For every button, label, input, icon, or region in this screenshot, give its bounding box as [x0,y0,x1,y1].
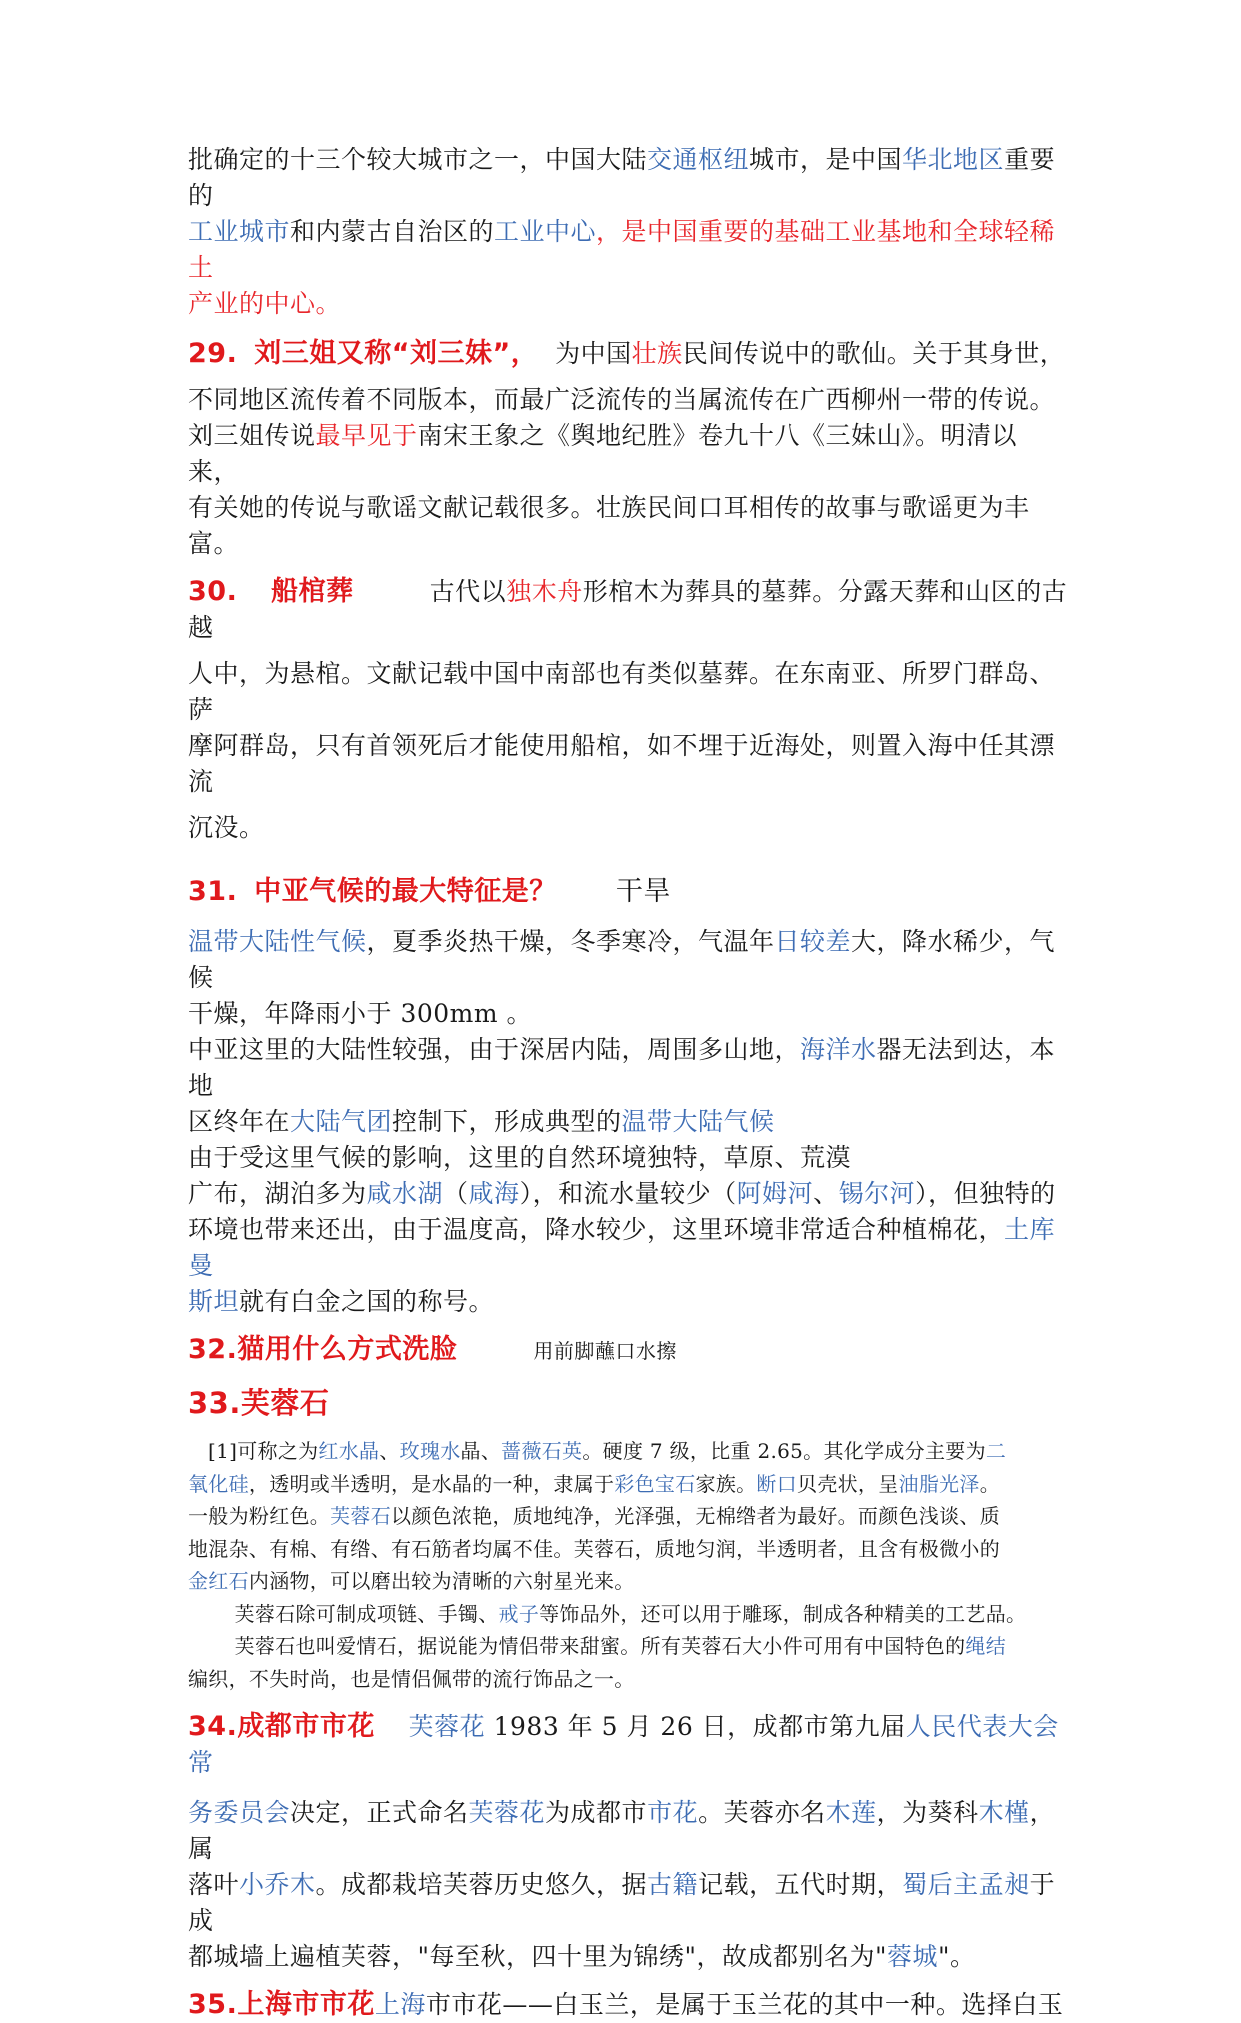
highlight-text: 壮族 [631,339,683,368]
question-title: 刘三姐又称“刘三妹”， [254,338,539,369]
text: 记载，五代时期， [698,1870,903,1899]
question-32 [188,1332,1068,1369]
link-meiguishui[interactable]: 玫瑰水 [399,1439,461,1463]
link-sitan[interactable]: 斯坦 [188,1287,240,1316]
question-31 [188,874,1068,910]
link-mulian[interactable]: 木莲 [825,1798,877,1827]
link-guji[interactable]: 古籍 [647,1870,699,1899]
text: 、 [379,1439,400,1463]
text: 一般为粉红色。 [188,1504,331,1528]
link-shengjie[interactable]: 绳结 [965,1634,1007,1658]
link-amuhe[interactable]: 阿姆河 [736,1179,814,1208]
text: （ [443,1179,469,1208]
text: 1983 年 5 月 26 日，成都市第九届 [485,1712,906,1741]
text: 人中，为悬棺。文献记载中国中南部也有类似墓葬。在东南亚、所罗门群岛、萨 [188,659,1056,724]
text: 刘三姐传说 [188,421,316,450]
answer-31 [188,924,1068,1320]
link-eryanghuagui[interactable]: 氧化硅 [188,1471,249,1496]
text: 就有白金之国的称号。 [239,1287,495,1316]
question-number: 30. [188,576,238,607]
link-rongcheng[interactable]: 蓉城 [887,1942,939,1971]
text: 。硬度 7 级，比重 2.65。其化学成分主要为 [582,1439,986,1463]
link-weiyuanhui[interactable]: 务委员会 [188,1798,291,1827]
text: 有关她的传说与歌谣文献记载很多。壮族民间口耳相传的故事与歌谣更为丰富。 [188,493,1030,558]
link-shihua[interactable]: 市花 [647,1798,699,1827]
text: ，透明或半透明，是水晶的一种，隶属于 [248,1471,615,1496]
text: ，属 [188,1798,1056,1863]
highlight-text: 独木舟 [506,577,583,606]
link-jinhongshi[interactable]: 金红石 [188,1569,249,1593]
text: 、 [813,1179,839,1208]
link-shanghai[interactable]: 上海 [374,1990,426,2019]
question-title: 猫用什么方式洗脸 [237,1334,458,1365]
text: [1]可称之为 [207,1439,319,1463]
answer-30 [188,656,1068,846]
link-xiaoqiaomu[interactable]: 小乔木 [239,1870,316,1899]
link-furongshi[interactable]: 芙蓉石 [330,1504,392,1528]
text: 晶、 [460,1439,502,1463]
link-duankou[interactable]: 断口 [756,1471,798,1496]
link-caisebaoshi[interactable]: 彩色宝石 [614,1471,696,1496]
question-title: 中亚气候的最大特征是？ [254,876,557,907]
text: 于成 [188,1870,1056,1935]
text: 地混杂、有棉、有绺、有石筋者均属不佳。芙蓉石，质地匀润，半透明者，且含有极微小的 [188,1536,1000,1561]
question-30 [188,574,1068,646]
link-wendaidalu[interactable]: 温带大陆性气候 [188,927,367,956]
text: ，为葵科 [876,1798,979,1827]
link-hongshuijing[interactable]: 红水晶 [318,1439,380,1463]
text: 沉没。 [188,813,265,842]
text: 摩阿群岛，只有首领死后才能使用船棺，如不埋于近海处，则置入海中任其漂流 [188,731,1056,796]
question-33 [188,1385,1068,1423]
text: 内涵物，可以磨出较为清晰的六射星光来。 [248,1569,635,1593]
text: 落叶 [188,1870,240,1899]
question-29 [188,336,1068,372]
question-34 [188,1709,1068,1781]
paragraph-28-continuation [188,142,1068,322]
text: 器无法到达，本地 [188,1035,1056,1100]
text: 。 [979,1471,1001,1496]
link-xianhai[interactable]: 咸海 [468,1179,520,1208]
text: "。 [938,1942,976,1971]
text: 芙蓉石除可制成项链、手镯、 [234,1601,499,1626]
question-number: 29. [188,338,238,369]
link-daluqituan[interactable]: 大陆气团 [290,1107,393,1136]
text: 市市花——白玉兰，是属于玉兰花的其中一种。选择白玉 [425,1990,1064,2019]
question-number: 34. [188,1711,238,1742]
link-furonghua[interactable]: 芙蓉花 [468,1798,546,1827]
link-mujin[interactable]: 木槿 [978,1798,1030,1827]
link-rijiaocha[interactable]: 日较差 [774,927,852,956]
text: 家族。 [695,1471,757,1496]
text: 都城墙上遍植芙蓉，"每至秋，四十里为锦绣"，故成都别名为" [188,1942,887,1971]
highlight-text: 最早见于 [315,421,418,450]
link-gongyezhongxin[interactable]: 工业中心 [494,217,597,246]
text: 不同地区流传着不同版本，而最广泛流传的当属流传在广西柳州一带的传说。 [188,385,1056,414]
question-title: 成都市市花 [237,1711,375,1742]
link-wendaidaluqihou[interactable]: 温带大陆气候 [621,1107,775,1136]
link-jiezi[interactable]: 戒子 [498,1601,540,1626]
question-35 [188,1987,1068,2023]
text: 和内蒙古自治区的 [290,217,495,246]
link-xianshuihu[interactable]: 咸水湖 [366,1179,444,1208]
question-title: 船棺葬 [271,576,354,607]
text: ），和流水量较少（ [519,1179,737,1208]
text: ），但独特的 [915,1179,1056,1208]
text: 广布，湖泊多为 [188,1179,367,1208]
question-number: 35. [188,1989,238,2020]
link-haiyangshui[interactable]: 海洋水 [800,1035,877,1064]
text: 控制下，形成典型的 [392,1107,622,1136]
text: 芙蓉石也叫爱情石，据说能为情侣带来甜蜜。所有芙蓉石大小件可用有中国特色的 [234,1634,966,1658]
text: 南宋王象之《舆地纪胜》卷九十八《三妹山》。明清以来， [188,421,1018,486]
text: 为中国 [555,339,632,368]
link-jiaotongshuniu[interactable]: 交通枢纽 [647,145,750,174]
link-gongyechengshi[interactable]: 工业城市 [188,217,291,246]
question-number: 31. [188,876,238,907]
answer-29 [188,382,1068,562]
text: 以颜色浓艳，质地纯净，光泽强，无棉绺者为最好。而颜色浅谈、质 [391,1504,1001,1528]
text: 中亚这里的大陆性较强，由于深居内陆，周围多山地， [188,1035,801,1064]
text: 环境也带来还出，由于温度高，降水较少，这里环境非常适合种植棉花， [188,1215,1005,1244]
question-number: 32. [188,1334,238,1365]
highlight-text: 产业的中心。 [188,289,342,318]
text: 批确定的十三个较大城市之一，中国大陆 [188,145,648,174]
link-huabei[interactable]: 华北地区 [902,145,1005,174]
text: 大，降水稀少，气候 [188,927,1056,992]
text: 古代以 [429,577,507,606]
text: ，夏季炎热干燥，冬季寒冷，气温年 [366,927,775,956]
link-renmindaibiao[interactable]: 人民代表大会常 [188,1712,1059,1777]
text: 贝壳状，呈 [797,1471,899,1496]
answer-33 [188,1435,1068,1695]
link-qiangweishiying[interactable]: 蔷薇石英 [501,1439,583,1463]
text: 干燥，年降雨小于 300mm 。 [188,999,533,1028]
link-youzhiguangze[interactable]: 油脂光泽 [898,1471,980,1496]
link-xierhe[interactable]: 锡尔河 [838,1179,916,1208]
text: 由于受这里气候的影响，这里的自然环境独特，草原、荒漠 [188,1143,852,1172]
text: 。成都栽培芙蓉历史悠久，据 [315,1870,648,1899]
document-page [188,142,1068,2023]
link-furonghua[interactable]: 芙蓉花 [408,1712,486,1741]
answer-text: 用前脚蘸口水擦 [533,1339,677,1363]
text: 重要的 [188,145,1056,210]
link-tukuman[interactable]: 土库曼 [188,1215,1056,1280]
question-title: 上海市市花 [237,1989,375,2020]
link-menghouzhu[interactable]: 蜀后主孟昶 [902,1870,1030,1899]
text: 城市，是中国 [749,145,903,174]
text: 决定，正式命名 [290,1798,469,1827]
text: 编织，不失时尚，也是情侣佩带的流行饰品之一。 [188,1666,635,1691]
question-number: 33. [188,1386,241,1420]
text: 。芙蓉亦名 [698,1798,826,1827]
text: 民间传说中的歌仙。关于其身世， [682,339,1066,368]
text: 为成都市 [545,1798,648,1827]
question-title: 芙蓉石 [240,1386,330,1420]
link-eryanghuagui[interactable]: 二 [985,1439,1007,1463]
text: 形棺木为葬具的墓葬。分露天葬和山区的古越 [188,577,1068,642]
highlight-text: ，是中国重要的基础工业基地和全球轻稀土 [188,217,1056,282]
answer-34 [188,1795,1068,1975]
answer-text: 干旱 [615,876,671,907]
text: 等饰品外，还可以用于雕琢，制成各种精美的工艺品。 [539,1601,1027,1626]
text: 区终年在 [188,1107,291,1136]
